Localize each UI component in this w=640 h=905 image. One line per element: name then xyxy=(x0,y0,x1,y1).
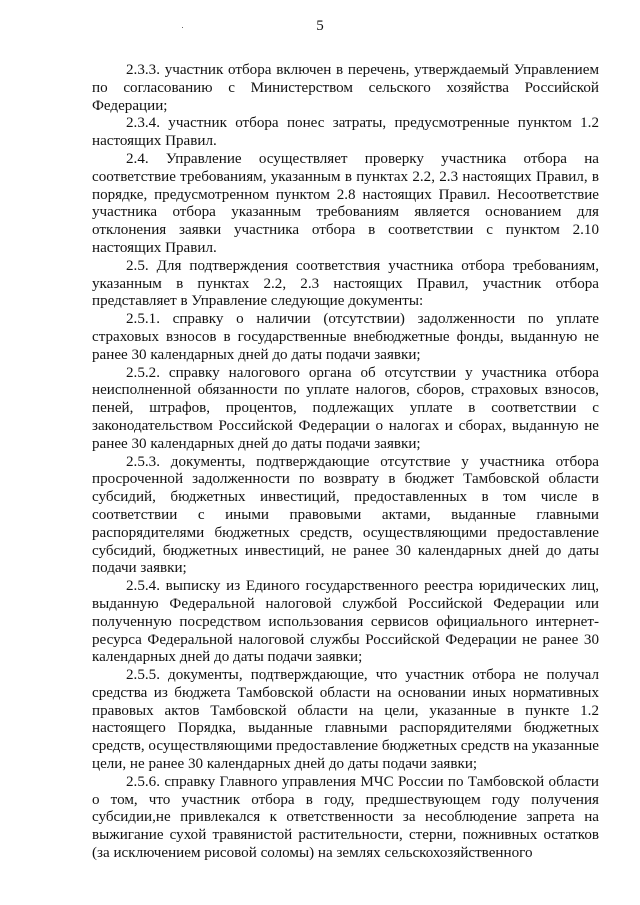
paragraph-2-4: 2.4. Управление осуществляет проверку участника отбора на соответствие требованиям, указанным в пунктах 2.2, 2.3 настоящих Правил, в порядке, предусмотренном пунктом 2.8 настоящих Правил. Несоответствие участника отбора указанным требованиям является основанием для отклонения заявки участника отбора в соответствии с пунктом 2.10 настоящих Правил. xyxy=(92,150,599,256)
paragraph-2-3-4: 2.3.4. участник отбора понес затраты, предусмотренные пунктом 1.2 настоящих Правил. xyxy=(92,115,599,150)
paragraph-2-3-3: 2.3.3. участник отбора включен в перечень, утверждаемый Управлением по согласованию с Министерством сельского хозяйства Российской Федерации; xyxy=(92,62,599,114)
paragraph-2-5-6: 2.5.6. справку Главного управления МЧС России по Тамбовской области о том, что участник отбора в году, предшествующем году получения субсидии,не привлекался к ответственности за несоблюдение запрета на выжигание сухой травянистой растительности, стерни, пожнивных остатков (за исключением рисовой соломы) на землях сельскохозяйственного xyxy=(92,773,599,862)
paragraph-2-5-1: 2.5.1. справку о наличии (отсутствии) задолженности по уплате страховых взносов в государственные внебюджетные фонды, выданную не ранее 30 календарных дней до даты подачи заявки; xyxy=(92,311,599,363)
paragraph-2-5-4: 2.5.4. выписку из Единого государственного реестра юридических лиц, выданную Федеральной налоговой службой Российской Федерации или полученную посредством использования сервисов официального интернет-ресурса Федеральной налоговой службы Российской Федерации не ранее 30 календарных дней до даты подачи заявки; xyxy=(92,578,599,666)
document-body xyxy=(92,62,599,863)
paragraph-2-5: 2.5. Для подтверждения соответствия участника отбора требованиям, указанным в пунктах 2.2, 2.3 настоящих Правил, участник отбора представляет в Управление следующие документы: xyxy=(92,257,599,310)
page-number: 5 xyxy=(316,18,324,34)
paragraph-2-5-3: 2.5.3. документы, подтверждающие отсутствие у участника отбора просроченной задолженности по возврату в бюджет Тамбовской области субсидий, бюджетных инвестиций, предоставленных в том числе в соответствии с иными правовыми актами, выданные главными распорядителями бюджетных средств, осуществляющими предоставление субсидий, бюджетных инвестиций, не ранее 30 календарных дней до даты подачи заявки; xyxy=(92,453,599,577)
paragraph-2-5-2: 2.5.2. справку налогового органа об отсутствии у участника отбора неисполненной обязанности по уплате налогов, сборов, страховых взносов, пеней, штрафов, процентов, подлежащих уплате в соответствии с законодательством Российской Федерации о налогах и сборах, выданную не ранее 30 календарных дней до даты подачи заявки; xyxy=(92,364,599,452)
paragraph-2-5-5: 2.5.5. документы, подтверждающие, что участник отбора не получал средства из бюджета Тамбовской области на основании иных нормативных правовых актов Тамбовской области на цели, указанные в пункте 1.2 настоящего Порядка, выданные главными распорядителями бюджетных средств, осуществляющими предоставление бюджетных средств на указанные цели, не ранее 30 календарных дней до даты подачи заявки; xyxy=(92,667,599,773)
